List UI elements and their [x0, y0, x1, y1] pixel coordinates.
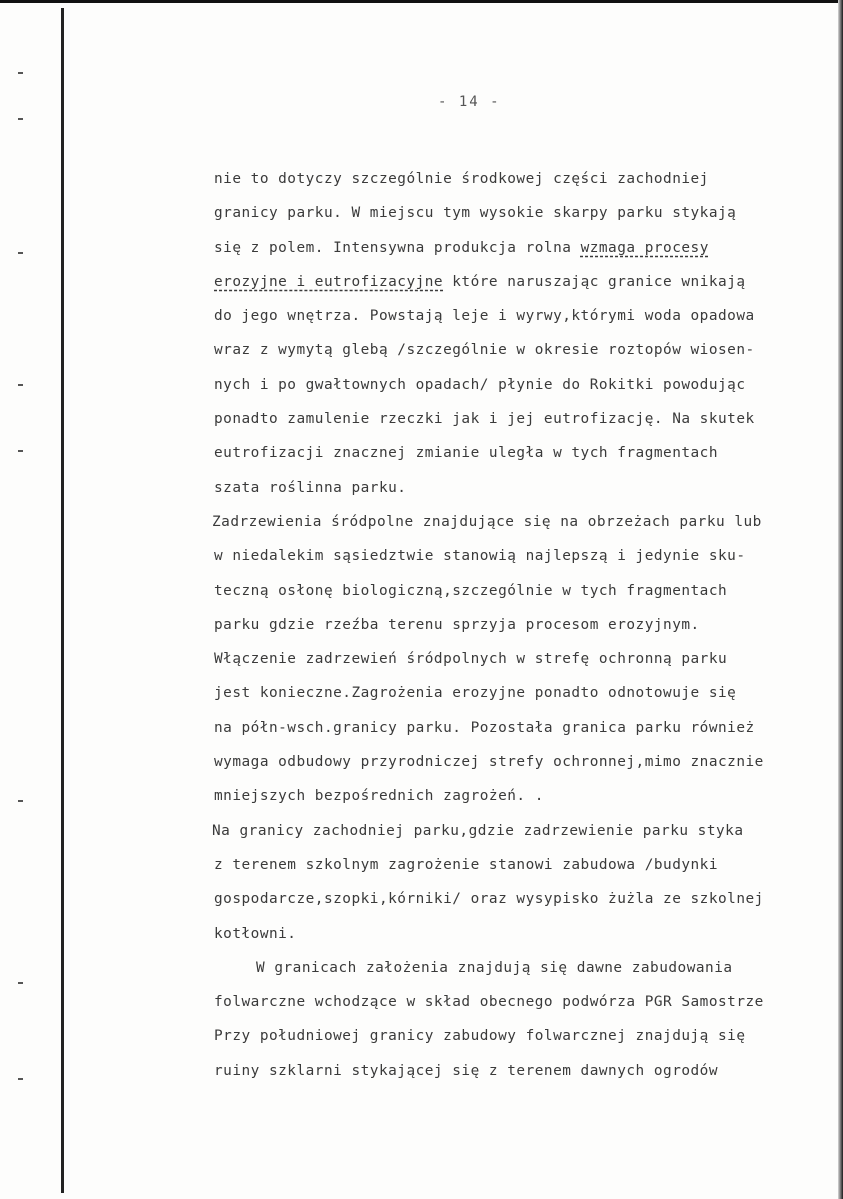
- text-line: się z polem. Intensywna produkcja rolna wzmaga procesy: [214, 239, 709, 256]
- underlined-text: erozyjne i eutrofizacyjne: [214, 273, 444, 290]
- text-line: Na granicy zachodniej parku,gdzie zadrzewienie parku styka: [212, 822, 744, 839]
- text-line: W granicach założenia znajdują się dawne zabudowania: [256, 959, 733, 976]
- text-line: ponadto zamulenie rzeczki jak i jej eutrofizację. Na skutek: [214, 411, 755, 428]
- binding-margin-line: [61, 8, 64, 1193]
- text-line: teczną osłonę biologiczną,szczególnie w tych fragmentach: [214, 582, 728, 599]
- text-line: mniejszych bezpośrednich zagrożeń. .: [214, 788, 544, 805]
- margin-tick-mark: [18, 800, 23, 802]
- margin-tick-mark: [18, 252, 23, 254]
- text-line: z terenem szkolnym zagrożenie stanowi zabudowa /budynki: [214, 856, 719, 873]
- page-number: - 14 -: [438, 94, 501, 110]
- text-line: gospodarcze,szopki,kórniki/ oraz wysypisko żużla ze szkolnej: [214, 891, 764, 908]
- text-line: nie to dotyczy szczególnie środkowej części zachodniej: [214, 171, 709, 187]
- underlined-text: wzmaga procesy: [580, 239, 709, 256]
- text-line: Przy południowej granicy zabudowy folwarcznej znajdują się: [214, 1028, 746, 1045]
- margin-tick-mark: [18, 384, 23, 386]
- margin-tick-mark: [18, 118, 23, 120]
- text-line: wraz z wymytą glebą /szczególnie w okresie roztopów wiosen-: [214, 342, 755, 359]
- margin-tick-mark: [18, 72, 23, 74]
- text-line: w niedalekim sąsiedztwie stanowią najlepszą i jedynie sku-: [214, 548, 746, 565]
- text-line: Włączenie zadrzewień śródpolnych w strefę ochronną parku: [214, 651, 728, 668]
- text-line: erozyjne i eutrofizacyjne które naruszając granice wnikają: [214, 273, 746, 290]
- text-line: szata roślinna parku.: [214, 479, 407, 496]
- text-line: granicy parku. W miejscu tym wysokie skarpy parku stykają: [214, 205, 737, 222]
- margin-tick-mark: [18, 982, 23, 984]
- scan-top-border: [0, 0, 843, 3]
- body-text: [214, 162, 843, 1088]
- text-line: nych i po gwałtownych opadach/ płynie do Rokitki powodując: [214, 376, 746, 393]
- text-line: na półn-wsch.granicy parku. Pozostała granica parku również: [214, 719, 755, 736]
- text-line: parku gdzie rzeźba terenu sprzyja procesom erozyjnym.: [214, 616, 700, 633]
- text-line: eutrofizacji znacznej zmianie uległa w tych fragmentach: [214, 445, 719, 462]
- margin-tick-mark: [18, 1078, 23, 1080]
- text-line: Zadrzewienia śródpolne znajdujące się na obrzeżach parku lub: [212, 513, 762, 530]
- text-line: wymaga odbudowy przyrodniczej strefy ochronnej,mimo znacznie: [214, 754, 764, 771]
- text-line: kotłowni.: [214, 925, 297, 942]
- text-line: do jego wnętrza. Powstają leje i wyrwy,którymi woda opadowa: [214, 308, 755, 325]
- text-line: ruiny szklarni stykającej się z terenem dawnych ogrodów: [214, 1062, 719, 1079]
- text-line: folwarczne wchodzące w skład obecnego podwórza PGR Samostrze: [214, 994, 764, 1011]
- text-line: jest konieczne.Zagrożenia erozyjne ponadto odnotowuje się: [214, 685, 737, 702]
- margin-tick-mark: [18, 450, 23, 452]
